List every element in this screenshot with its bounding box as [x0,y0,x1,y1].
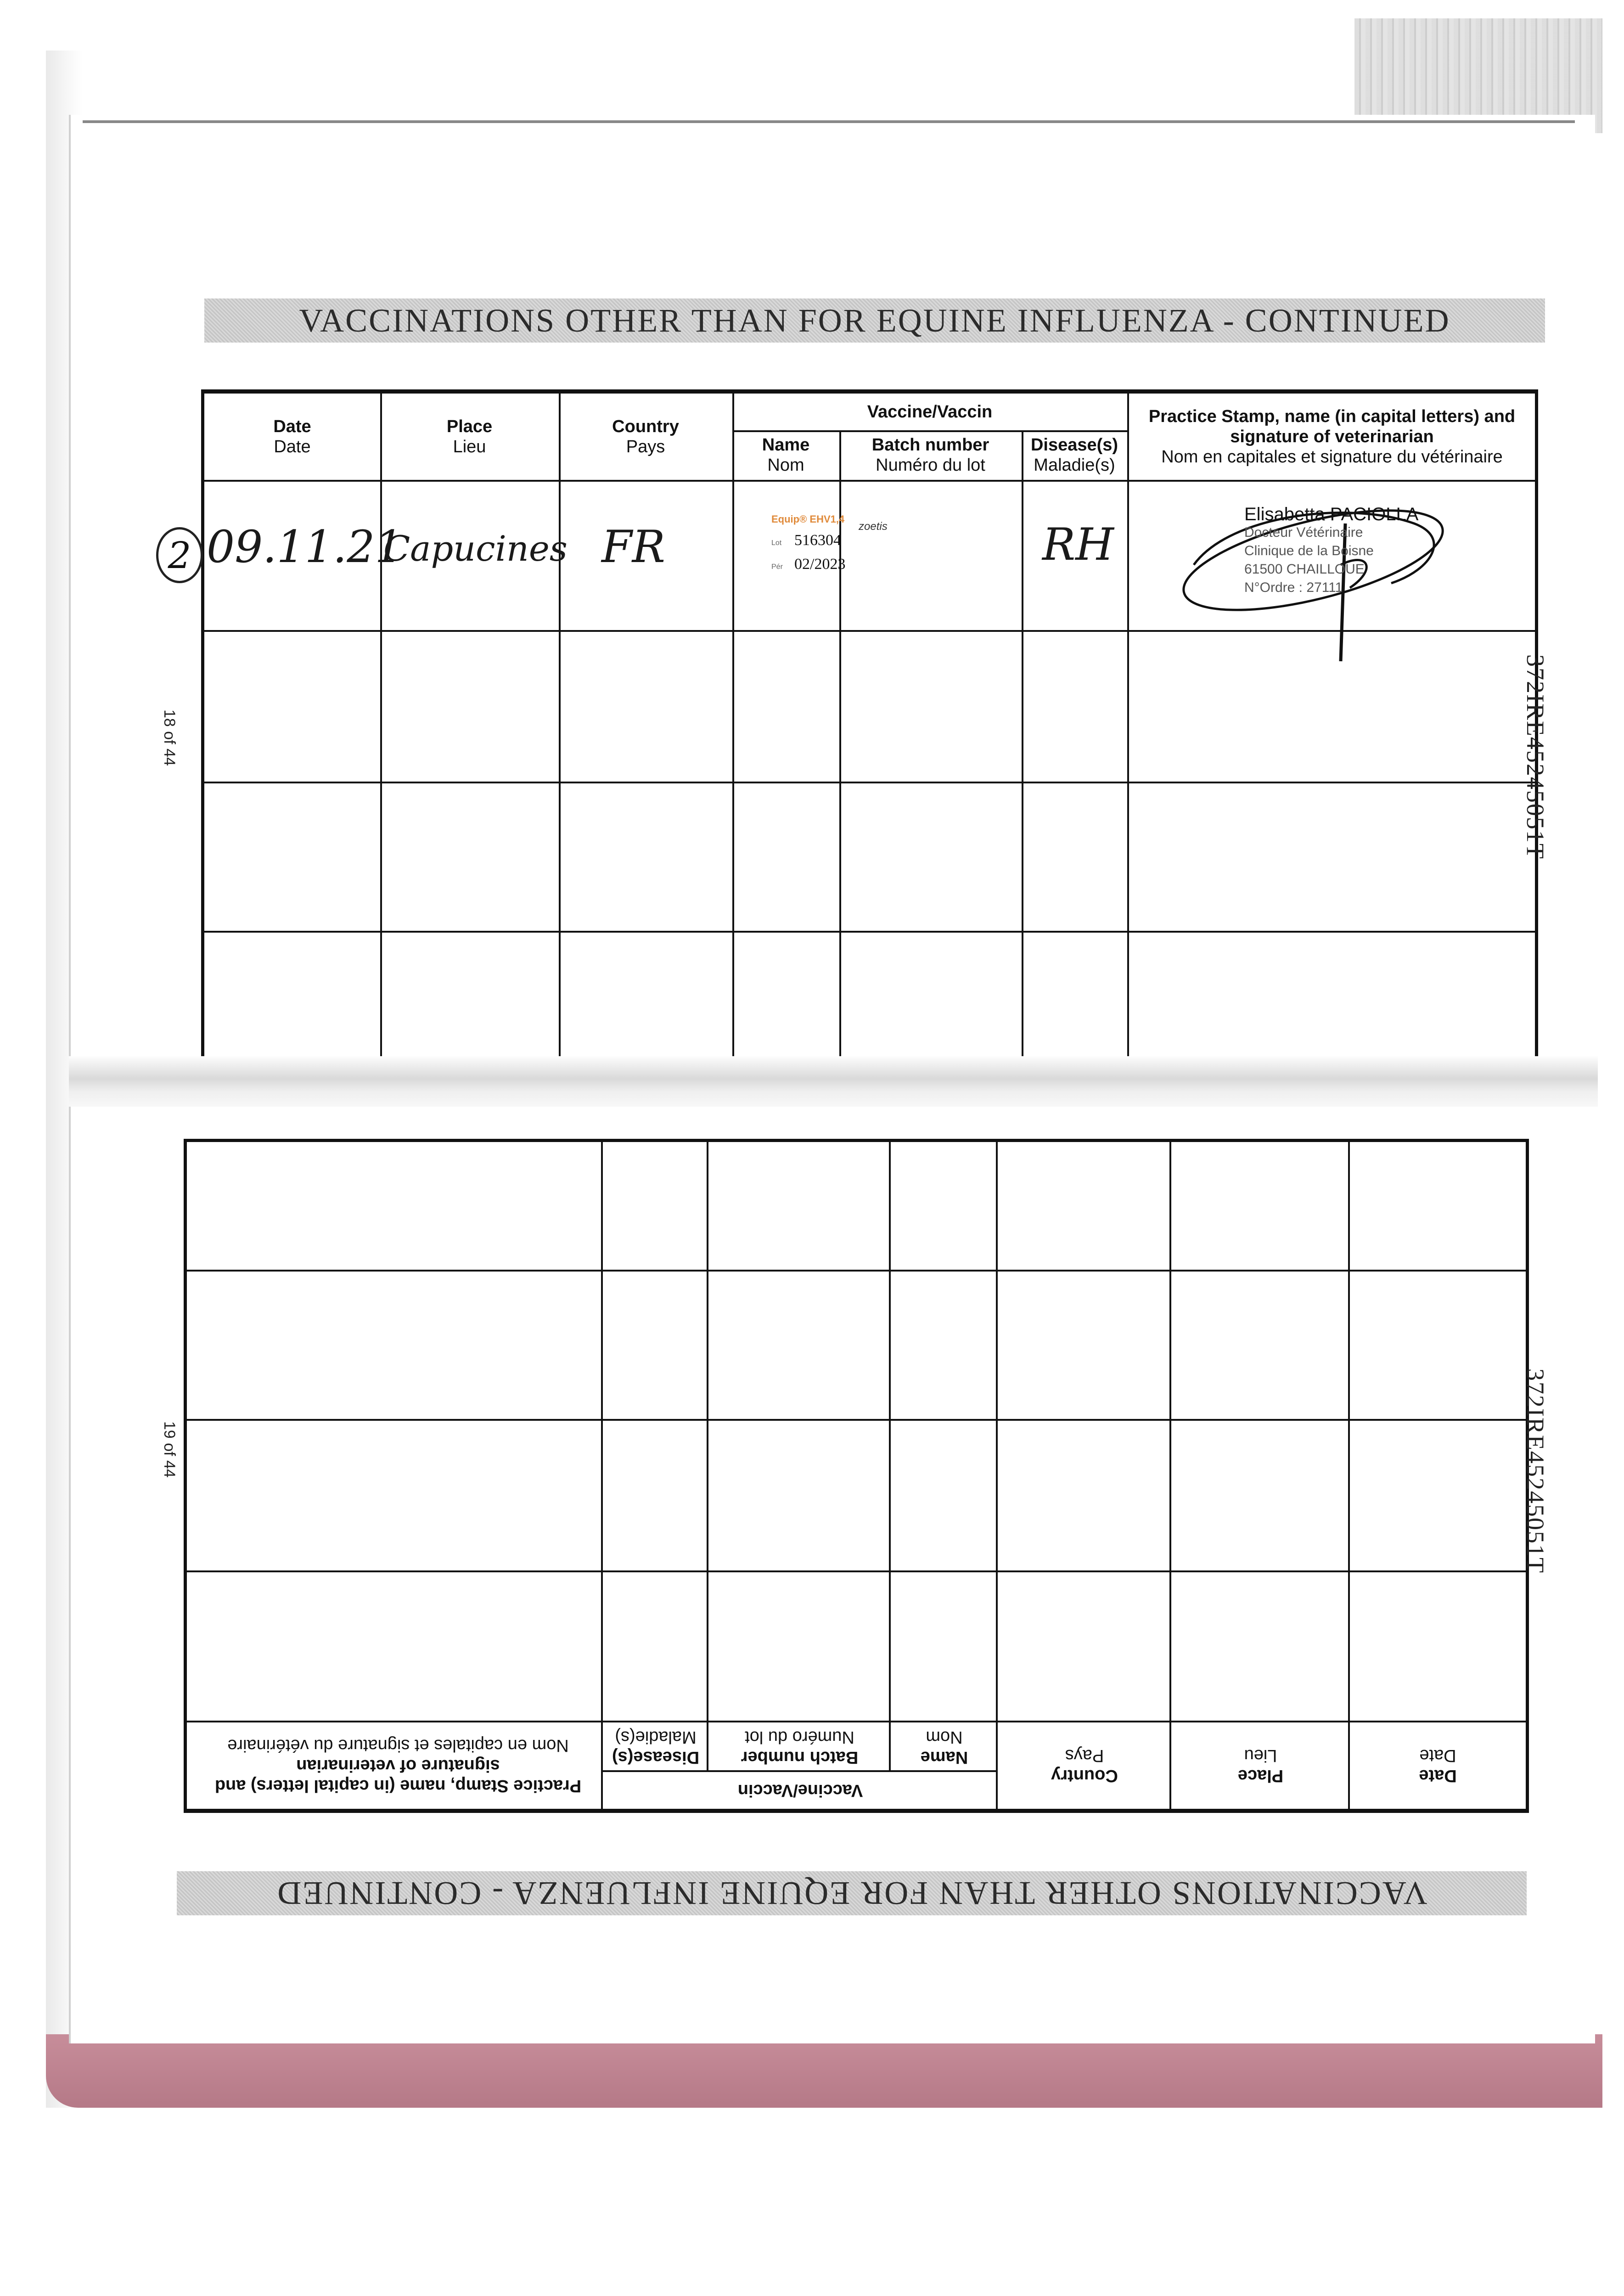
header-disease [1022,430,1127,480]
col-divider [707,1142,708,1772]
header-batch-number [708,1722,891,1772]
vaccination-table-top [201,389,1538,1078]
header-country [559,394,732,480]
header-name-en: Name [762,435,810,455]
col-divider [1169,1142,1171,1809]
header-batch-en: Batch number [741,1748,859,1767]
header-vaccine-group [603,1772,998,1809]
vaccine-batch-sticker [771,509,888,578]
header-vaccine-group-label: Vaccine/Vaccin [737,1781,863,1800]
header-place-fr: Lieu [453,437,486,456]
expiry-row [771,554,854,578]
vaccine-maker: zoetis [859,520,888,533]
header-country-en: Country [1051,1766,1118,1785]
header-vaccine-group [732,394,1127,430]
header-batch-fr: Numéro du lot [876,456,985,475]
header-practice-stamp [1129,394,1535,480]
book-cover-edge [46,2034,1602,2108]
col-divider [732,394,734,1075]
header-date-fr: Date [274,437,311,456]
entry-date: 09.11.21 [207,521,403,573]
stamp-vet-name: Elisabetta PACIOLLA [1244,504,1419,524]
section-banner-top: VACCINATIONS OTHER THAN FOR EQUINE INFLUENZA - CONTINUED [204,298,1545,343]
header-stamp-en: Practice Stamp, name (in capital letters) and signature of veterinarian [214,1756,582,1795]
header-disease-en: Disease(s) [1030,435,1118,455]
veterinarian-stamp [1175,496,1474,670]
col-divider [1348,1142,1350,1809]
header-country [998,1722,1171,1809]
col-divider [889,1142,891,1772]
header-country-fr: Pays [1065,1746,1104,1765]
header-date-fr: Date [1419,1746,1456,1765]
vaccination-table-bottom [184,1139,1529,1813]
col-divider [996,1142,998,1809]
row-divider [204,931,1535,933]
row-divider [204,782,1535,783]
header-place [380,394,559,480]
stamp-city: 61500 CHAILLOUE [1244,562,1365,577]
stamp-clinic: Clinique de la Boisne [1244,543,1374,558]
expiry-date: 02/2023 [794,556,846,573]
header-bottom-line [204,480,1535,482]
header-practice-stamp [195,1722,601,1809]
header-disease-fr: Maladie(s) [1034,456,1115,475]
header-vaccine-name [732,430,839,480]
header-batch-number [839,430,1022,480]
header-stamp-fr: Nom en capitales et signature du vétérinaire [1161,447,1503,467]
header-place-fr: Lieu [1244,1746,1277,1765]
entry-number-circle: 2 [156,527,203,583]
vaccine-brand: Equip® EHV1,4 [771,513,845,525]
col-divider [1022,430,1023,1075]
page-number-bottom: 19 of 44 [161,1421,178,1478]
header-disease-fr: Maladie(s) [615,1728,697,1747]
header-disease-en: Disease(s) [612,1748,700,1767]
header-place [1171,1722,1350,1809]
stamp-vet-title: Docteur Vétérinaire [1244,525,1363,540]
header-place-en: Place [446,417,493,436]
header-name-fr: Nom [767,456,804,475]
header-country-en: Country [612,417,679,436]
entry-disease: RH [1042,519,1114,570]
section-banner-bottom: VACCINATIONS OTHER THAN FOR EQUINE INFLUENZA - CONTINUED [177,1871,1527,1915]
header-name-en: Name [920,1748,968,1767]
lot-row [771,530,854,554]
header-place-en: Place [1237,1766,1284,1785]
passport-reference-top: 372IRE45245051T [1522,654,1549,860]
page-top-edge [83,120,1575,123]
header-country-fr: Pays [626,437,665,456]
entry-country: FR [601,521,665,573]
header-disease [603,1722,708,1772]
col-divider [601,1142,603,1809]
header-name-fr: Nom [926,1728,963,1747]
row-divider [187,1570,1526,1572]
header-vaccine-group-label: Vaccine/Vaccin [867,402,993,422]
header-batch-en: Batch number [871,435,989,455]
header-stamp-en: Practice Stamp, name (in capital letters) and signature of veterinarian [1148,407,1516,446]
stamp-text-block [1244,505,1418,597]
stamp-order-number: N°Ordre : 27111 [1244,580,1343,595]
passport-reference-bottom: 372IRE45245051T [1522,1368,1549,1574]
header-vaccine-name [891,1722,998,1772]
header-batch-fr: Numéro du lot [745,1728,854,1747]
page-fold [69,1056,1598,1107]
header-date [204,394,380,480]
lot-label: Lot [771,539,782,547]
row-divider [187,1270,1526,1272]
expiry-label: Pér [771,563,783,571]
header-date-en: Date [273,417,311,436]
header-date [1350,1722,1526,1809]
header-stamp-fr: Nom en capitales et signature du vétérinaire [227,1736,569,1755]
row-divider [187,1419,1526,1421]
col-divider [380,394,382,1075]
col-divider [1127,394,1129,1075]
col-divider [559,394,561,1075]
page-number-top: 18 of 44 [161,709,178,766]
header-date-en: Date [1419,1766,1457,1785]
entry-place: Capucines [383,528,568,569]
lot-number: 516304 [794,532,841,549]
